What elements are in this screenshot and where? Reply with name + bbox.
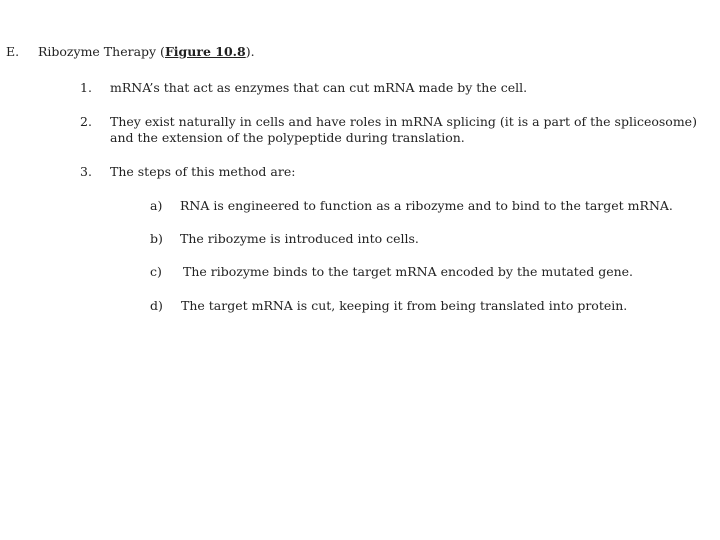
point-1-text: mRNA’s that act as enzymes that can cut mRNA made by the cell. (110, 80, 528, 95)
section-title-suffix: ). (245, 44, 255, 59)
step-b-text: The ribozyme is introduced into cells. (180, 231, 419, 246)
step-d-label: d) (150, 298, 163, 313)
step-c-label: c) (150, 264, 162, 279)
figure-reference-link[interactable]: Figure 10.8 (164, 44, 246, 59)
section-title (38, 44, 255, 60)
step-a-text: RNA is engineered to function as a ribozyme and to bind to the target mRNA. (180, 198, 673, 213)
point-1-number: 1. (80, 80, 92, 95)
section-letter: E. (6, 44, 20, 59)
point-2-number: 2. (80, 114, 92, 129)
step-d-text: The target mRNA is cut, keeping it from being translated into protein. (181, 298, 628, 313)
point-2-text: They exist naturally in cells and have roles in mRNA splicing (it is a part of the spliceosome) and the extension of the polypeptide during translation. (110, 114, 697, 145)
step-c-text: The ribozyme binds to the target mRNA encoded by the mutated gene. (183, 264, 634, 279)
point-3-text: The steps of this method are: (110, 164, 296, 179)
section-title-prefix: Ribozyme Therapy ( (38, 44, 165, 59)
step-b-label: b) (150, 231, 163, 246)
point-3-number: 3. (80, 164, 92, 179)
step-a-label: a) (150, 198, 163, 213)
